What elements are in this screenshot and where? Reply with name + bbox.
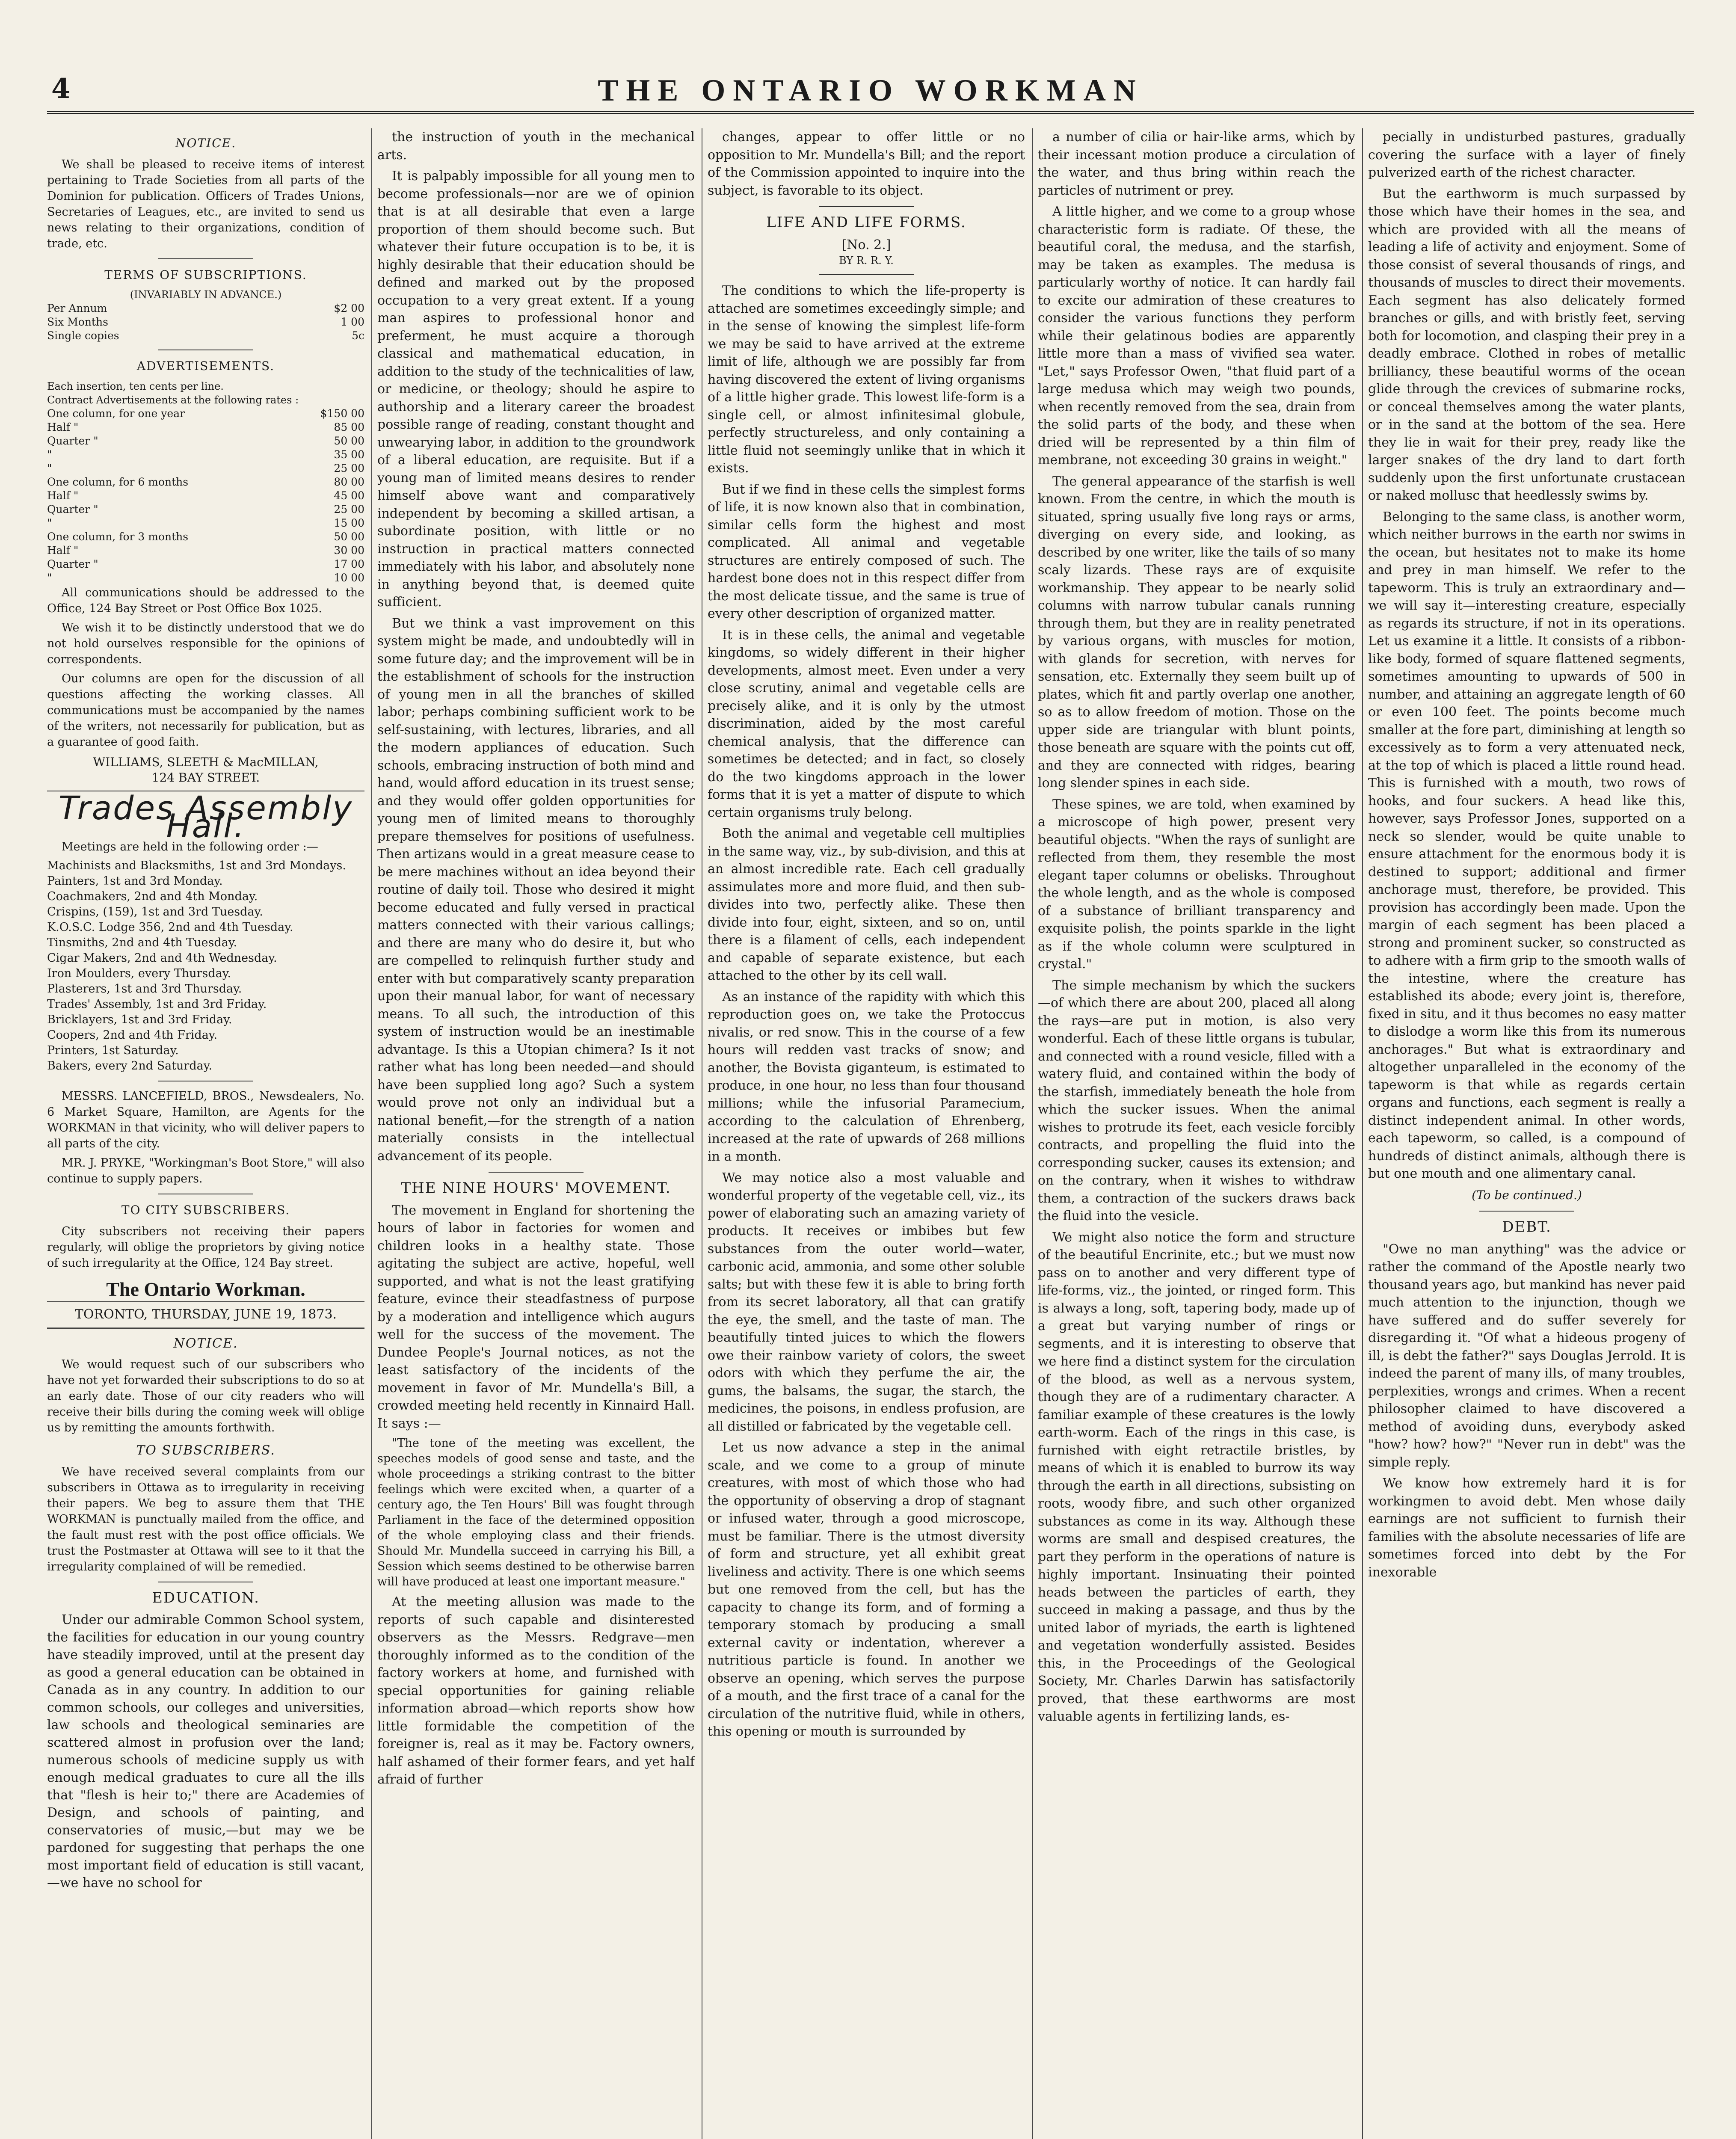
column-5 [1368,128,1686,2139]
rate-row [47,462,364,475]
ads-note: Each insertion, ten cents per line. [47,380,224,392]
article-paragraph: We might also notice the form and structure of the beautiful Encrinite, etc.; but we must now pass on to another and very different type of life-forms, viz., the jointed, or ringed form. This is always a long, soft, tapering body, made up of a great but varying number of rings or segments, and it is interesting to observe that we here find a distinct system for the circulation of the blood, as well as a nervous system, though they are of a rudimentary character. A familiar example of these creatures is the lowly earth-worm. Each of the rings in this case, is furnished with eight retractile bristles, by means of which it is enabled to burrow its way through the earth in all directions, subsisting on roots, woody fibre, and such other organized substances as come in its way. Although these worms are small and despised creatures, the part they perform in the operations of nature is highly important. Insinuating their pointed heads between the particles of earth, they succeed in making a passage, and thus by the united labor of myriads, the earth is lightened and vegetation wonderfully assisted. Besides this, in the Proceedings of the Geological Society, Mr. Charles Darwin has satisfactorily proved, that these earthworms are most valuable agents in fertilizing lands, es- [1038,1229,1355,1724]
list-item: Machinists and Blacksmiths, 1st and 3rd Mondays. [47,859,346,872]
nine-hours-heading: THE NINE HOURS' MOVEMENT. [401,1179,671,1197]
rate-label: Per Annum [47,302,107,314]
rate-price: 10 00 [334,571,364,584]
article-paragraph: A little higher, and we come to a group whose characteristic form is radiate. Of these, the beautiful coral, the medusa, and the starfish, may be taken as examples. The medusa is particularly worthy of notice. It can hardly fail to excite our admiration of these creatures to consider the various functions they perform while their gelatinous bodies are apparently little more than a mass of vivified sea water. "Let," says Professor Owen, "that fluid part of a large medusa which may weigh two pounds, when recently removed from the sea, drain from the solid parts of the body, and these when dried will be represented by a thin film of membrane, not exceeding 30 grains in weight." [1038,204,1355,468]
list-item: Coachmakers, 2nd and 4th Monday. [47,890,258,903]
rate-label: Half " [47,489,79,502]
ads-contract-note: Contract Advertisements at the following rates : [47,394,299,406]
rate-row [47,448,364,462]
to-subscribers-body: We have received several complaints from our subscribers in Ottawa as to irregularity in receiving their papers. We beg to assure them that THE WORKMAN is punctually mailed from the office, and the fault must rest with the post office officials. We trust the Postmaster at Ottawa will see to it that the irregularity complained of will be remedied. [47,1465,364,1573]
article-paragraph: The conditions to which the life-property is attached are sometimes exceedingly simple; and in the sense of knowing the simplest life-form we may be said to have arrived at the extreme limit of life, although we are possibly far from having discovered the extent of living organisms of a little higher grade. This lowest life-form is a single cell, or almost infinitesimal globule, perfectly structureless, and only containing a little fluid not seemingly unlike that in which it exists. [708,283,1025,476]
divider [819,206,914,207]
article-paragraph: As an instance of the rapidity with which this reproduction goes on, we take the Protoccus nivalis, or red snow. This in the course of a few hours will redden vast tracks of snow; and another, the Bovista giganteum, is estimated to produce, in one hour, no less than four thousand millions; while the infusorial Paramecium, according to the calculation of Ehrenberg, increased at the rate of upwards of 268 millions in a month. [708,989,1025,1164]
column-4 [1038,128,1355,2139]
column-2 [377,128,695,2139]
list-item: Coopers, 2nd and 4th Friday. [47,1028,218,1042]
list-item: Trades' Assembly, 1st and 3rd Friday. [47,998,267,1011]
list-item: Tinsmiths, 2nd and 4th Tuesday. [47,936,237,949]
rate-label: Quarter " [47,434,98,447]
article-paragraph: The simple mechanism by which the suckers—of which there are about 200, placed all along the rays—are put in motion, is also very wonderful. Each of these little organs is tubular, and connected with a round vesicle, filled with a watery fluid, and contained within the body of the starfish, immediately beneath the hole from which the sucker issues. When the animal wishes to protrude its feet, each vesicle forcibly contracts, and propelling the fluid into the corresponding sucker, causes its extension; and on the contrary, when it wishes to withdraw them, a contraction of the suckers draws back the fluid into the vesicle. [1038,978,1355,1224]
rate-label: " [47,516,52,529]
trades-assembly-heading: Trades Assembly Hall. [58,789,353,845]
rate-price: 35 00 [334,448,364,461]
article-paragraph: pecially in undisturbed pastures, gradually covering the surface with a layer of finely pulverized earth of the richest character. [1368,130,1686,180]
masthead [47,73,1694,114]
article-paragraph: The movement in England for shortening the hours of labor in factories for women and children looks in a healthy state. Those agitating the subject are active, hopeful, well supported, and what is not the least gratifying feature, evince their steadfastness of purpose by a moderation and intelligence which augurs well for the success of the movement. The Dundee People's Journal notices, as not the least satisfactory of the incidents of the movement in favor of Mr. Mundella's Bill, a crowded meeting held recently in Kinnaird Hall. It says :— [377,1203,695,1431]
ads-responsibility: We wish it to be distinctly understood that we do not hold ourselves responsible for the opinions of correspondents. [47,621,364,666]
rate-label: One column, for 6 months [47,475,189,488]
rate-label: Half " [47,544,79,557]
rate-row [47,407,364,421]
debt-heading: DEBT. [1502,1218,1552,1235]
life-forms-heading: LIFE AND LIFE FORMS. [766,214,966,231]
rate-row [47,557,364,571]
rate-row [47,503,364,516]
article-paragraph: a number of cilia or hair-like arms, which by their incessant motion produce a circulation of the water, and thus bring within reach the particles of nutriment or prey. [1038,130,1355,198]
list-item: Bricklayers, 1st and 3rd Friday. [47,1013,232,1026]
article-paragraph: At the meeting allusion was made to the reports of such capable and disinterested observers as the Messrs. Redgrave—men thoroughly informed as to the condition of the factory workers at home, and furnished with special opportunities for gaining reliable information abroad—which reports show how little formidable the competition of the foreigner is, real as it may be. Factory owners, half ashamed of their former fears, and yet half afraid of further [377,1594,695,1787]
publishers: WILLIAMS, SLEETH & MacMILLAN, [93,755,319,769]
list-item: Iron Moulders, every Thursday. [47,967,231,980]
rate-label: One column, for 3 months [47,530,189,543]
trades-meeting-list [47,858,364,1074]
divider [819,274,914,275]
rate-row [47,530,364,544]
list-item: K.O.S.C. Lodge 356, 2nd and 4th Tuesday. [47,921,293,934]
article-paragraph: Both the animal and vegetable cell multiplies in the same way, viz., by sub-division, and this at an almost incredible rate. Each cell gradually assimulates more and more fluid, and then sub-divides into two, perfectly alike. These then divide into four, eight, sixteen, and so on, until there is a filament of cells, each independent and capable of separate existence, but each attached to the other by its cell wall. [708,826,1025,983]
rate-row [47,315,364,329]
ads-communications: All communications should be addressed to the Office, 124 Bay Street or Post Office Box 1025. [47,586,364,615]
rate-row [47,302,364,315]
rate-label: " [47,448,52,461]
list-item: Crispins, (159), 1st and 3rd Tuesday. [47,905,263,918]
rate-price: 25 00 [334,503,364,515]
rate-price: 80 00 [334,475,364,488]
city-subscribers-heading: TO CITY SUBSCRIBERS. [121,1203,290,1217]
life-forms-number: [No. 2.] [841,237,891,252]
advertisements-heading: ADVERTISEMENTS. [136,359,275,373]
education-body: Under our admirable Common School system, the facilities for education in our young country have steadily improved, until at the present day as good a general education can be obtained in Canada as in any country. In addition to our common schools, our colleges and universities, law schools and theological seminaries are scattered almost in profusion over the land; numerous schools of medicine supply us with enough medical graduates to cure all the ills that "flesh is heir to;" there are Academies of Design, and schools of painting, and conservatories of music,—but may we be pardoned for suggesting that perhaps the one most important field of education is still vacant,—we have no school for [47,1612,364,1890]
divider [158,258,253,259]
rate-price: 5c [352,329,364,342]
rate-row [47,544,364,557]
article-paragraph: changes, appear to offer little or no opposition to Mr. Mundella's Bill; and the report of the Commission appointed to inquire into the subject, is favorable to its object. [708,130,1025,198]
trades-intro: Meetings are held in the following order :— [62,840,318,853]
list-item: Painters, 1st and 3rd Monday. [47,874,223,888]
rate-price: 50 00 [334,434,364,447]
rate-label: Half " [47,421,79,433]
newspaper-title: THE ONTARIO WORKMAN [598,73,1144,107]
rate-price: 50 00 [334,530,364,543]
rate-row [47,329,364,343]
rate-price: 25 00 [334,462,364,474]
dateline: TORONTO, THURSDAY, JUNE 19, 1873. [47,1301,364,1329]
rate-row [47,516,364,530]
rate-row [47,489,364,503]
ads-columns-open: Our columns are open for the discussion of all questions affecting the working classes. All communications must be accompanied by the names of the writers, not necessarily for publication, but as a guarantee of good faith. [47,672,364,749]
article-paragraph: "Owe no man anything" was the advice or rather the command of the Apostle nearly two thousand years ago, but mankind has never paid much attention to the injunction, though we have suffered and do suffer severely for disregarding it. "Of what a hideous progeny of ill, is debt the father?" says Douglas Jerrold. It is indeed the parent of many ills, of many troubles, perplexities, wrongs and crimes. When a recent philosopher claimed to have discovered a method of avoiding duns, everybody asked "how? how? how?" "Never run in debt" was the simple reply. [1368,1241,1686,1470]
to-be-continued: (To be continued.) [1472,1188,1582,1202]
notice-2-body: We would request such of our subscribers who have not yet forwarded their subscriptions to do so at an early date. Those of our city readers who will receive their bills during the coming week will oblige us by remitting the amounts forthwith. [47,1358,364,1434]
rate-label: " [47,571,52,584]
rate-row [47,434,364,448]
rate-label: Six Months [47,316,108,328]
rate-price: 85 00 [334,421,364,433]
article-paragraph: But we think a vast improvement on this system might be made, and undoubtedly will in some future day; and the improvement will be in the establishment of schools for the instruction of young men in all the branches of skilled labor; perhaps combining sufficient work to be self-sustaining, with lectures, libraries, and all the modern appliances of education. Such schools, embracing instruction of both mind and hand, would afford education in its truest sense; and they would offer golden opportunities for young men of limited means to thoroughly prepare themselves for positions of usefulness. Then artizans would in a great measure cease to be mere machines without an idea beyond their routine of daily toil. Those who desired it might become educated and fully versed in practical matters connected with their various callings; and there are many who do desire it, but who are compelled to relinquish further study and enter with but comparatively scanty preparation upon their manual labor, for want of necessary means. To all such, the introduction of this system of instruction would be an inestimable advantage. Is this a Utopian chimera? Is it not rather what has long been needed—and should have been supplied long ago? Such a system would prove not only an individual but a national benefit,—for the strength of a nation materially consists in the intellectual advancement of its people. [377,616,695,1164]
article-paragraph: We know how extremely hard it is for workingmen to avoid debt. Men whose daily earnings are not sufficient to furnish their families with the absolute necessaries of life are sometimes forced into debt by the For inexorable [1368,1476,1686,1580]
list-item: Cigar Makers, 2nd and 4th Wednesday. [47,951,277,965]
life-forms-byline: BY R. R. Y. [839,255,894,267]
divider [489,1172,584,1173]
column-1 [47,128,364,2139]
rate-price: $150 00 [320,407,364,420]
publishers-address: 124 BAY STREET. [151,770,260,785]
rate-price: 1 00 [341,316,364,328]
article-paragraph: It is palpably impossible for all young men to become professionals—nor are we of opinion that is at all desirable that even a large proportion of them should become such. But whatever their future occupation is to be, it is highly desirable that their education should be defined and marked out by the proposed occupation to a very great extent. If a young man aspires to professional honor and preferment, he must acquire a thorough classical and mathematical education, in addition to the study of the technicalities of law, or medicine, or theology; should he aspire to authorship and a literary career the broadest possible range of reading, constant thought and unwearying labor, in addition to the groundwork of a liberal education, are requisite. But if a young man of limited means desires to render himself above want and comparatively independent by becoming a skilled artisan, a subordinate position, with little or no instruction in practical matters connected immediately with his labor, and absolutely none in anything beyond that, is deemed quite sufficient. [377,169,695,610]
column-rule [1032,128,1033,2139]
subscriptions-note: (INVARIABLY IN ADVANCE.) [130,289,282,301]
notice-body: We shall be pleased to receive items of interest pertaining to Trade Societies from all parts of the Dominion for publication. Officers of Trades Unions, Secretaries of Leagues, etc., are invited to send us news relating to their organizations, condition of trade, etc. [47,157,364,250]
rate-label: One column, for one year [47,407,185,420]
list-item: Bakers, every 2nd Saturday. [47,1059,212,1072]
article-quote: "The tone of the meeting was excellent, the speeches models of good sense and taste, and the whole proceedings a striking contrast to the bitter feelings which were excited when, a quarter of a century ago, the Ten Hours' Bill was fought through Parliament in the face of the determined opposition of the whole employing class and their friends. Should Mr. Mundella succeed in carrying his Bill, a Session which seems destined to be otherwise barren will have produced at least one important measure." [377,1437,695,1588]
page-number: 4 [51,73,71,105]
rate-price: 30 00 [334,544,364,557]
subscriptions-heading: TERMS OF SUBSCRIPTIONS. [104,267,307,282]
column-rule [371,128,372,2139]
column-rule [1362,128,1363,2139]
rate-label: Quarter " [47,557,98,570]
agents-notice-2: MR. J. PRYKE, "Workingman's Boot Store," will also continue to supply papers. [47,1156,364,1185]
rate-row [47,571,364,585]
list-item: Printers, 1st Saturday. [47,1044,179,1057]
article-paragraph: Belonging to the same class, is another worm, which neither burrows in the earth nor swims in the ocean, but hesitates not to make its home and prey in man himself. We refer to the tapeworm. This is truly an extraordinary and—we will say it—interesting creature, especially as regards its structure, if not in its operations. Let us examine it a little. It consists of a ribbon-like body, formed of square flattened segments, sometimes amounting to upwards of 500 in number, and attaining an aggregate length of 60 or even 100 feet. The points become much smaller at the fore part, diminishing at length so excessively as to form a very attenuated neck, at the top of which is placed a little round head. This is furnished with a mouth, two rows of hooks, and four suckers. A head like this, however, says Professor Jones, supported on a neck so slender, would be quite unable to ensure attachment for the enormous body it is destined to support; additional and firmer anchorage must, therefore, be provided. This provision has accordingly been made. Upon the margin of each segment has been placed a strong and prominent sucker, so constructed as to adhere with a firm grip to the smooth walls of the intestine, where the creature has established its abode; every joint is, therefore, fixed in situ, and it thus becomes no easy matter to dislodge a worm like this from its numerous anchorages." But what is extraordinary and altogether unparalleled in the economy of the tapeworm is that while as regards certain organs and functions, each segment is really a distinct independent animal. In other words, each tapeworm, so called, is a compound of hundreds of distinct animals, although there is but one mouth and one alimentary canal. [1368,509,1686,1181]
rate-price: $2 00 [334,302,364,314]
article-paragraph: the instruction of youth in the mechanical arts. [377,130,695,163]
article-paragraph: We may notice also a most valuable and wonderful property of the vegetable cell, viz., its power of elaborating such an amazing variety of products. It receives or imbibes but few substances from the outer world—water, carbonic acid, ammonia, and some other soluble salts; but with these few it is able to bring forth from its secret laboratory, all that can gratify the eye, the smell, and the taste of man. The beautifully tinted juices to which the flowers owe their rainbow variety of colors, the sweet odors with which they perfume the air, the gums, the balsams, the sugar, the starch, the medicines, the poisons, in endless profusion, are all distilled or fabricated by the vegetable cell. [708,1170,1025,1434]
rate-row [47,475,364,489]
article-paragraph: It is in these cells, the animal and vegetable kingdoms, so widely different in their higher developments, almost meet. Even under a very close scrutiny, animal and vegetable cells are precisely alike, and it is only by the utmost discrimination, aided by the most careful chemical analysis, that the difference can sometimes be detected; and in fact, so closely do the two kingdoms approach in the lower forms that it is yet a matter of dispute to which certain organisms truly belong. [708,627,1025,820]
article-paragraph: The general appearance of the starfish is well known. From the centre, in which the mouth is situated, spring usually five long rays or arms, diverging on every side, and looking, as described by one writer, like the tails of so many scaly lizards. These rays are of exquisite workmanship. They appear to be nearly solid columns with narrow tubular canals running through them, but they are in reality penetrated by various organs, with muscles for motion, with glands for secretion, with nerves for sensation, etc. Externally they seem built up of plates, which fit and partly overlap one another, so as to allow freedom of motion. Those on the upper side are triangular with blunt points, those beneath are square with the points cut off, and they are connected with ridges, bearing long slender spines in each side. [1038,474,1355,791]
rate-price: 45 00 [334,489,364,502]
rate-row [47,421,364,434]
notice-heading: NOTICE. [175,136,236,150]
rate-label: Quarter " [47,503,98,515]
divider [1479,1211,1574,1212]
rate-price: 15 00 [334,516,364,529]
to-subscribers-heading: TO SUBSCRIBERS. [136,1443,276,1458]
article-paragraph: Let us now advance a step in the animal scale, and we come to a group of minute creatures, with most of which those who had the opportunity of observing a drop of stagnant or infused water, through a good microscope, must be familiar. There is the utmost diversity of form and structure, yet all exhibit great liveliness and activity. There is one which seems but one removed from the cell, but has the capacity to change its form, and of forming a temporary stomach by producing a small external cavity or indentation, wherever a nutritious particle is found. In another we observe an opening, which serves the purpose of a mouth, and the first trace of a canal for the circulation of the nutritive fluid, while in others, this opening or mouth is surrounded by [708,1440,1025,1739]
advertisement-rates [47,407,364,585]
subscription-rates [47,302,364,343]
article-paragraph: But the earthworm is much surpassed by those which have their homes in the sea, and which are provided with all the means of leading a life of activity and enjoyment. Some of those consist of several thousands of rings, and thousands of muscles to direct their movements. Each segment has also delicately formed branches or gills, and with bristly feet, serving both for locomotion, and clasping their prey in a deadly embrace. Clothed in robes of metallic brilliancy, these beautiful worms of the ocean glide through the crevices of submarine rocks, or conceal themselves among the water plants, or in the sand at the bottom of the sea. Here they lie in wait for their prey, ready like the larger snakes of the dry land to dart forth suddenly upon the first unfortunate crustacean or naked mollusc that heedlessly swims by. [1368,186,1686,503]
column-3 [708,128,1025,2139]
education-heading: EDUCATION. [152,1589,260,1606]
paper-name: The Ontario Workman. [106,1278,305,1300]
list-item: Plasterers, 1st and 3rd Thursday. [47,982,242,995]
article-paragraph: But if we find in these cells the simplest forms of life, it is now known also that in combination, similar cells form the highest and most complicated. All animal and vegetable structures are entirely composed of such. The hardest bone does not in this respect differ from the most delicate tissue, and the same is true of every other description of organized matter. [708,482,1025,621]
article-paragraph: These spines, we are told, when examined by a microscope of high power, present very beautiful objects. "When the rays of sunlight are reflected from them, they resemble the most elegant taper columns or obelisks. Throughout the whole length, and as the whole is composed of a substance of brilliant transparency and exquisite polish, the points sparkle in the light as if the whole column were sculptured in crystal." [1038,797,1355,972]
rate-label: Single copies [47,329,119,342]
rate-label: " [47,462,52,474]
agents-notice: MESSRS. LANCEFIELD, BROS., Newsdealers, No. 6 Market Square, Hamilton, are Agents for the WORKMAN in that vicinity, who will deliver papers to all parts of the city. [47,1090,364,1150]
city-subscribers-body: City subscribers not receiving their papers regularly, will oblige the proprietors by giving notice of such irregularity at the Office, 124 Bay street. [47,1224,364,1270]
notice-2-heading: NOTICE. [173,1336,238,1351]
rate-price: 17 00 [334,557,364,570]
